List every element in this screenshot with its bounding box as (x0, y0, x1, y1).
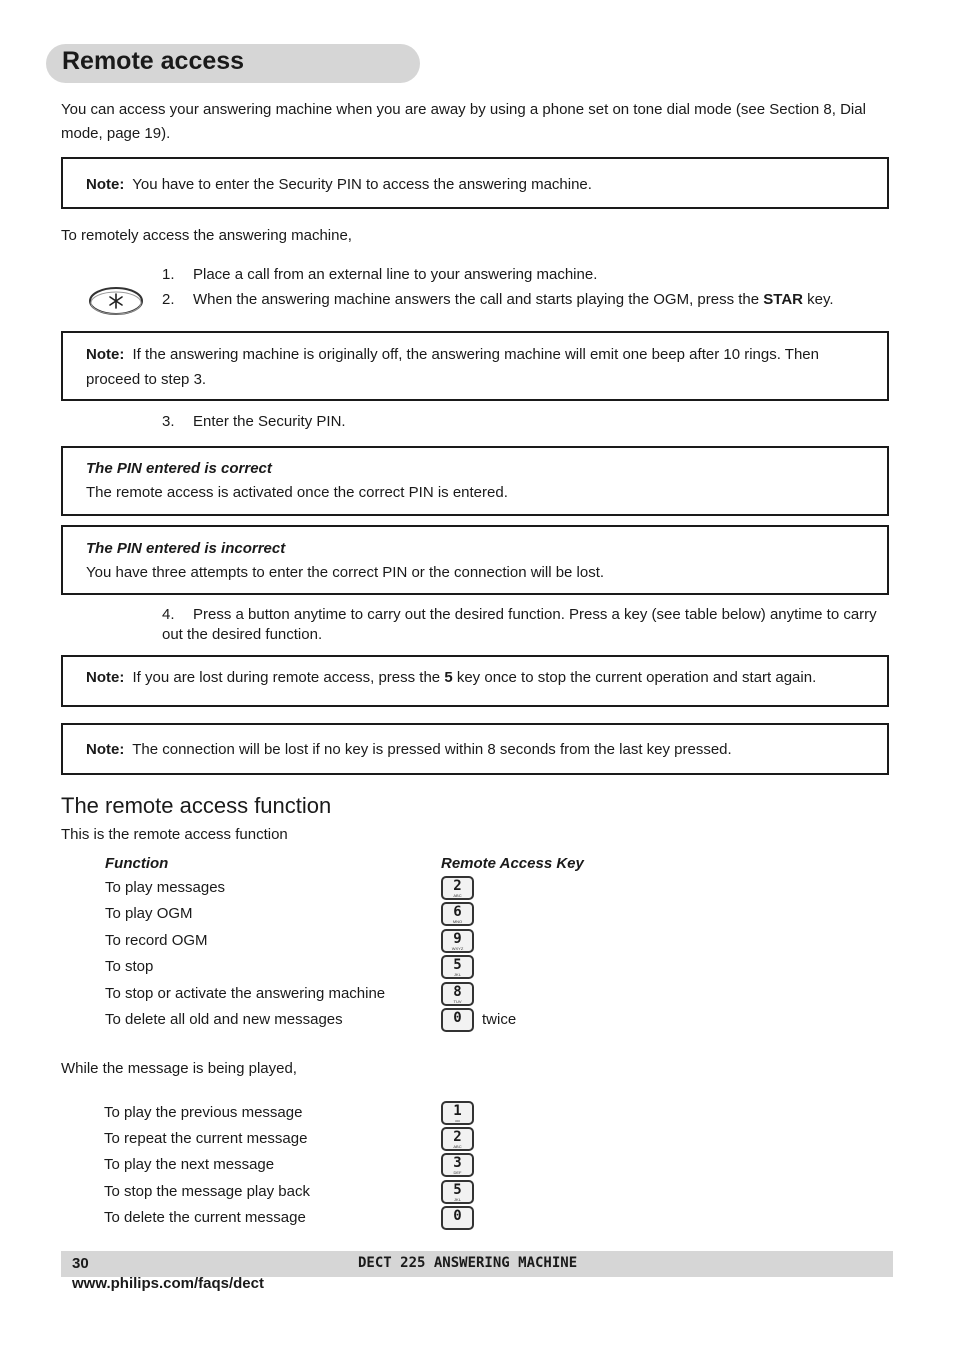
step-2-text-start: When the answering machine answers the call and starts playing the OGM, press the (193, 291, 764, 308)
step-1-number: 1. (162, 266, 175, 283)
product-name: DECT 225 ANSWERING MACHINE (358, 1255, 578, 1271)
key-2-icon (441, 876, 474, 900)
key-0-icon (441, 1008, 474, 1032)
playback-function-text: To play the previous message (104, 1104, 303, 1121)
intro-paragraph: You can access your answering machine when you are away by using a phone set on tone dial mode (see Section 8, Dial mode, page 19). (61, 101, 866, 142)
column-header-key: Remote Access Key (441, 855, 584, 872)
key-letters: JKL (454, 1196, 461, 1202)
footer-bar (61, 1251, 893, 1277)
key-letters: MNO (452, 919, 463, 925)
key-digit: 5 (453, 1181, 462, 1198)
remote-function-text: To delete all old and new messages (105, 1011, 343, 1028)
note-label: Note: (86, 176, 125, 193)
footer-url[interactable]: www.philips.com/faqs/dect (72, 1275, 264, 1292)
key-digit: 2 (453, 1129, 462, 1146)
remote-function-text: To stop or activate the answering machine (105, 984, 386, 1002)
key-digit: 3 (453, 1155, 462, 1172)
note-text-start: If you are lost during remote access, press the (132, 669, 445, 686)
step-4 (162, 605, 882, 645)
key-digit: 0 (453, 1207, 462, 1224)
key-digit: 5 (453, 957, 462, 974)
key-5-icon (441, 1180, 474, 1204)
key-6-icon (441, 902, 474, 926)
key-5-label: 5 (444, 669, 453, 686)
key-digit: 0 (453, 1010, 462, 1026)
key-2-icon (441, 1127, 474, 1151)
note-box-timeout (61, 723, 889, 775)
key-letters: TUV (453, 998, 462, 1004)
key-letters: WXYZ (451, 945, 464, 951)
note-label: Note: (86, 741, 125, 758)
step-4-text: Press a button anytime to carry out the desired function. Press a key (see table below) anytime to carry out the desired function. (162, 606, 877, 643)
key-9-icon (441, 929, 474, 953)
key-1-icon (441, 1101, 474, 1125)
key-letters: ABC (453, 893, 462, 898)
section-heading: The remote access function (61, 793, 332, 818)
note-box-lost (61, 655, 889, 707)
step-2-text (193, 288, 893, 312)
step-2-text-end: key. (803, 291, 834, 308)
key-digit: 6 (453, 904, 462, 921)
step-3-number: 3. (162, 413, 175, 430)
while-playing-text: While the message is being played, (61, 1060, 297, 1077)
note-text: You have to enter the Security PIN to access the answering machine. (132, 176, 592, 193)
remote-function-text: To play OGM (105, 905, 193, 923)
step-4-number: 4. (162, 606, 175, 623)
note-label: Note: (86, 346, 125, 363)
pin-incorrect-title: The PIN entered is incorrect (86, 540, 286, 557)
pin-incorrect-box (61, 525, 889, 595)
key-5-icon (441, 955, 474, 979)
pin-correct-title: The PIN entered is correct (86, 460, 272, 477)
remote-function-text: To play messages (105, 879, 226, 896)
key-digit: 1 (453, 1103, 462, 1119)
key-digit: 9 (453, 930, 462, 947)
pin-correct-box (61, 446, 889, 516)
section-subtitle: This is the remote access function (61, 826, 288, 843)
page-number: 30 (72, 1255, 89, 1272)
step-3-text: Enter the Security PIN. (193, 413, 346, 430)
playback-function-text: To stop the message play back (104, 1182, 310, 1200)
playback-function-text: To delete the current message (104, 1208, 306, 1226)
key-8-icon (441, 982, 474, 1006)
note-text: The connection will be lost if no key is pressed within 8 seconds from the last key pressed. (132, 741, 732, 758)
key-letters: DEF (453, 1170, 462, 1176)
key-digit: 8 (453, 983, 462, 1000)
key-digit: 2 (453, 878, 462, 894)
page-title: Remote access (62, 47, 245, 75)
column-header-function: Function (105, 855, 169, 872)
step-2-number: 2. (162, 291, 175, 308)
key-suffix-text: twice (482, 1011, 517, 1028)
note-box-originally-off (61, 331, 889, 401)
pin-correct-text: The remote access is activated once the correct PIN is entered. (86, 484, 508, 501)
step-1-text: Place a call from an external line to your answering machine. (193, 266, 598, 283)
key-3-icon (441, 1153, 474, 1177)
lead-text: To remotely access the answering machine, (61, 227, 352, 244)
title-banner (46, 44, 420, 83)
note-text: If the answering machine is originally off, the answering machine will emit one beep after 10 rings. Then proceed to step 3. (86, 346, 819, 388)
key-0-icon (441, 1206, 474, 1230)
remote-function-text: To stop (105, 958, 154, 976)
remote-function-text: To record OGM (105, 931, 208, 949)
note-text-end: key once to stop the current operation and start again. (452, 669, 817, 686)
note-label: Note: (86, 669, 125, 686)
star-key-label: STAR (763, 291, 804, 308)
key-letters: ABC (453, 1144, 462, 1150)
note-box-security-pin (61, 157, 889, 209)
playback-function-text: To repeat the current message (104, 1130, 308, 1148)
playback-function-text: To play the next message (104, 1156, 275, 1174)
star-key-icon (88, 286, 144, 316)
key-letters: oo (455, 1118, 460, 1123)
pin-incorrect-text: You have three attempts to enter the correct PIN or the connection will be lost. (86, 564, 605, 581)
key-letters: JKL (454, 972, 461, 978)
